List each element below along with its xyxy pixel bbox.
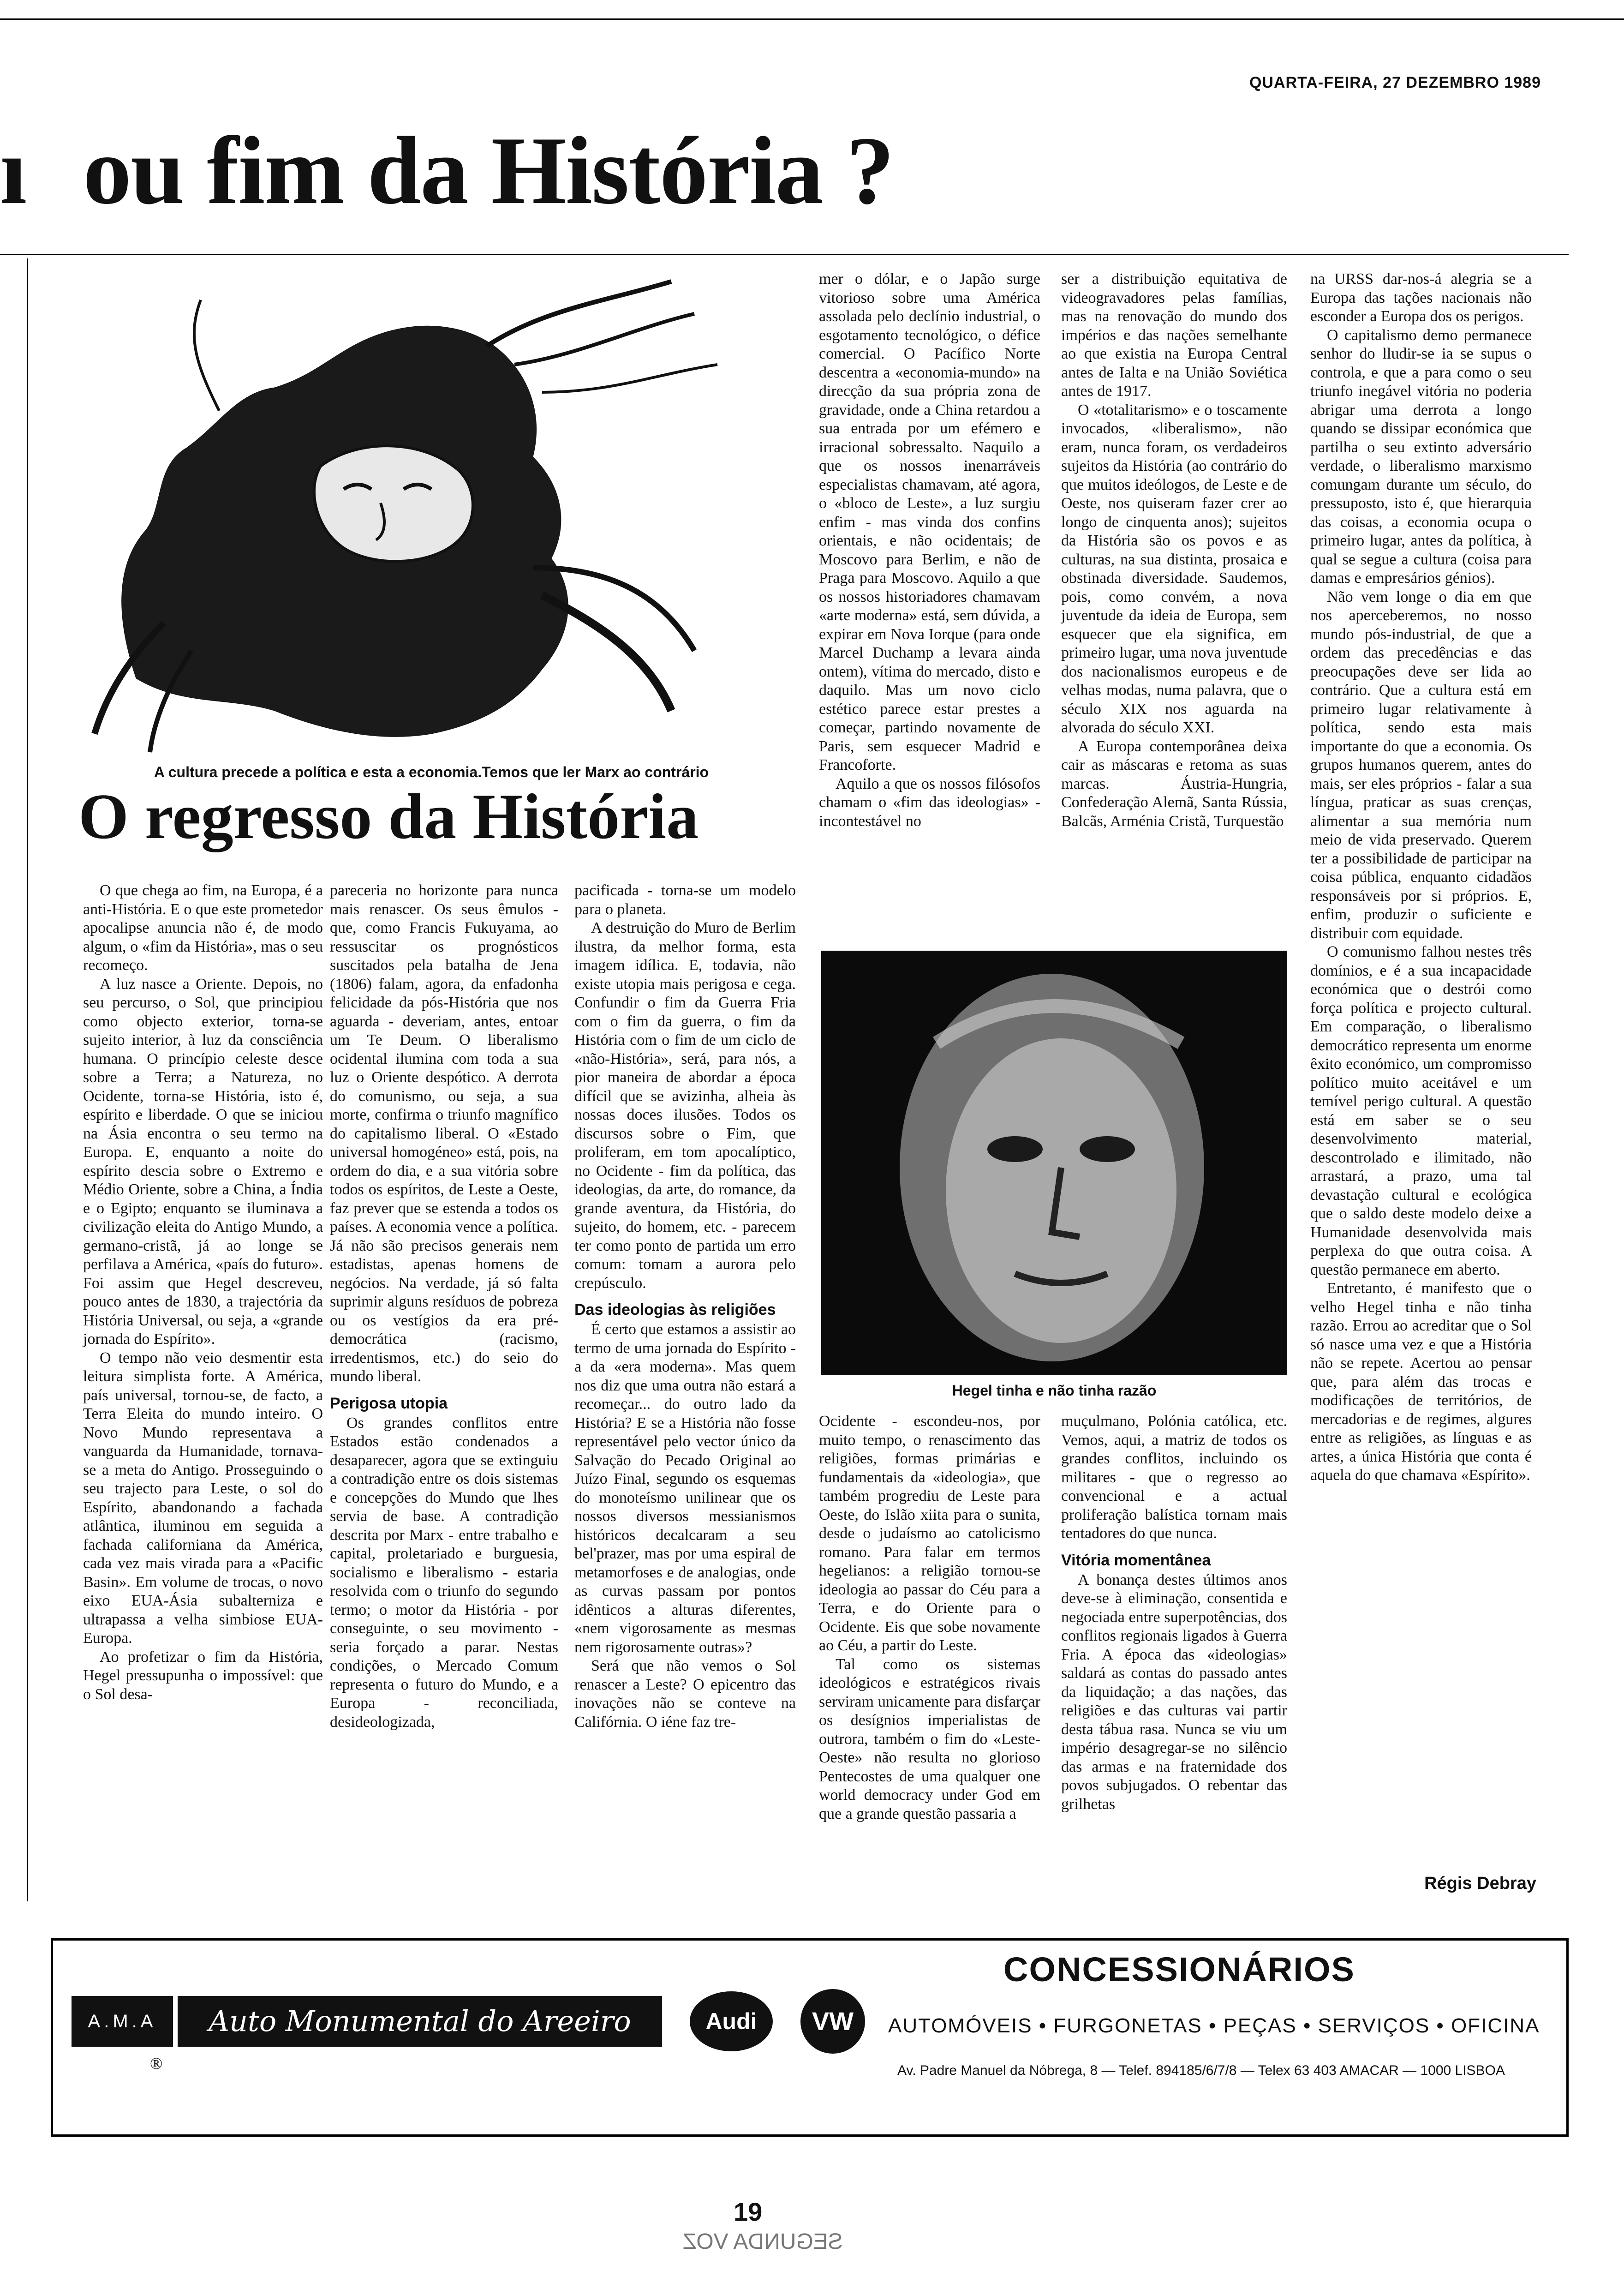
ama-logo-text: A.M.A xyxy=(88,2011,157,2031)
paragraph: A luz nasce a Oriente. Depois, no seu percurso, o Sol, que principiou como objecto exterior, torna-se sujeito interior, à luz da consciência humana. O princípio celeste desce sobre a Terra; a Natureza, no Ocidente, torna-se História, isto é, espírito e liberdade. O que se iniciou na Ásia encontra o seu termo na Europa. E, enquanto a noite do espírito descia sobre o Extremo e Médio Oriente, sobre a China, a Índia e o Egipto; enquanto se iluminava a civilização eleita do Antigo Mundo, a germano-cristã, já ao longe se perfilava a América, «país do futuro». Foi assim que Hegel descreveu, pouco antes de 1830, a trajectória da História Universal, ou seja, a «grande jornada do Espírito». xyxy=(83,975,323,1348)
paragraph: O «totalitarismo» e o toscamente invocados, «liberalismo», não eram, nunca foram, os verdadeiros sujeitos da História (ao contrário do que muitos ideólogos, de Leste e de Oeste, nos quiseram fazer crer ao longo de cinquenta anos); sujeitos da História são os povos e as culturas, na sua distinta, prosaica e obstinada diversidade. Saudemos, pois, como convém, a nova juventude da ideia de Europa, sem esquecer que ela significa, em primeiro lugar, uma nova juventude dos nacionalismos europeus e de velhas modas, numa palavra, que o século XIX nos aguarda na alvorada do século XXI. xyxy=(1061,401,1287,736)
dealer-name-banner xyxy=(178,1996,662,2047)
marx-illustration xyxy=(81,272,782,761)
ad-address: Av. Padre Manuel da Nóbrega, 8 — Telef. 894185/6/7/8 — Telex 63 403 AMACAR — 1000 LISBOA xyxy=(897,2063,1505,2078)
article-column-2 xyxy=(330,881,558,1732)
subheadline: O regresso da História xyxy=(78,781,699,852)
paragraph: Tal como os sistemas ideológicos e estratégicos rivais serviram unicamente para disfarçar os desígnios imperialistas de outrora, também o fim do «Leste-Oeste» não resulta no glorioso Pentecostes de uma qualquer one world democracy under God em que a grande questão passaria a xyxy=(819,1655,1040,1822)
audi-logo-text: Audi xyxy=(705,2008,757,2034)
issue-date: QUARTA-FEIRA, 27 DEZEMBRO 1989 xyxy=(1249,74,1541,91)
paragraph: pareceria no horizonte para nunca mais renascer. Os seus êmulos - que, como Francis Fukuyama, ao ressuscitar os prognósticos suscitados pela batalha de Jena (1806) falam, agora, da enfadonha felicidade da pós-História que nos aguarda - deveriam, antes, entoar um Te Deum. O liberalismo ocidental ilumina com toda a sua luz o Oriente despótico. A derrota do comunismo, ou seja, a sua morte, confirma o triunfo magnífico do capitalismo liberal. O «Estado universal homogéneo» está, pois, na ordem do dia, e a sua vitória sobre todos os espíritos, de Leste a Oeste, faz prever que se estenda a todos os países. A economia vence a política. Já não são precisos generais nem estadistas, apenas homens de negócios. Na verdade, já só falta suprimir alguns resíduos de pobreza ou os vestígios da era pré-democrática (racismo, irredentismos, etc.) do seio do mundo liberal. xyxy=(330,882,558,1385)
article-column-6 xyxy=(1310,270,1532,1485)
paragraph: Ao profetizar o fim da História, Hegel pressupunha o impossível: que o Sol desa- xyxy=(83,1648,323,1703)
article-column-3 xyxy=(574,881,796,1732)
paragraph: muçulmano, Polónia católica, etc. Vemos, aqui, a matriz de todos os grandes conflitos, incluindo os militares - que o regresso ao convencional e a actual proliferação balística tornam mais tentadores do que nunca. xyxy=(1061,1413,1287,1542)
section-heading: Perigosa utopia xyxy=(330,1394,448,1412)
photo-caption: Hegel tinha e não tinha razão xyxy=(952,1382,1157,1399)
paragraph: A Europa contemporânea deixa cair as máscaras e retoma as suas marcas. Áustria-Hungria, Confederação Alemã, Santa Rússia, Balcãs, Arménia Cristã, Turquestão xyxy=(1061,737,1287,830)
vw-logo xyxy=(800,1989,865,2054)
headline: ou fim da História ? xyxy=(83,117,894,224)
mirrored-show-through: SEGUNDA VOZ xyxy=(683,2229,843,2254)
paragraph: Os grandes conflitos entre Estados estão condenados a desaparecer, agora que se extinguiu a contradição entre os dois sistemas e concepções do Mundo que lhes servia de base. A contradição descrita por Marx - entre trabalho e capital, proletariado e burguesia, socialismo e liberalismo - estaria resolvida com o triunfo do segundo termo; o motor da História - por conseguinte, o seu movimento - seria forçado a parar. Nestas condições, o Mercado Comum representa o futuro do Mundo, e a Europa - reconciliada, desideologizada, xyxy=(330,1414,558,1731)
hegel-portrait xyxy=(821,951,1287,1375)
author-byline: Régis Debray xyxy=(1424,1874,1536,1893)
paragraph: ser a distribuição equitativa de videogravadores pelas famílias, mas na renovação do mundo dos impérios e das nações semelhante ao que existia na Europa Central antes de Ialta e na União Soviética antes de 1917. xyxy=(1061,270,1287,400)
paragraph: Não vem longe o dia em que nos aperceberemos, no nosso mundo pós-industrial, de que a ordem das precedências e das preocupações deve ser lida ao contrário. Que a cultura está em primeiro lugar relativamente à política, sendo esta mais importante do que a economia. Os grupos humanos querem, antes do mais, ser eles próprios - falar a sua língua, praticar as suas crenças, alimentar a sua memória num meio de vida preservado. Querem ter a possibilidade de participar na coisa pública, enquanto cidadãos responsáveis por si próprios. E, enfim, produzir o suficiente e distribuir com equidade. xyxy=(1310,588,1532,942)
article-column-4 xyxy=(819,270,1040,831)
left-margin-rule xyxy=(27,258,28,1901)
paragraph: O que chega ao fim, na Europa, é a anti-História. E o que este prometedor apocalipse anuncia não é, de modo algum, o «fim da História», mas o seu recomeço. xyxy=(83,882,323,974)
top-rule xyxy=(0,18,1624,20)
paragraph: Ocidente - escondeu-nos, por muito tempo, o renascimento das religiões, formas primárias e fundamentais da «ideologia», que também progrediu de Leste para Oeste, do Islão xiita para o sunita, desde o judaísmo ao catolicismo romano. Para falar em termos hegelianos: a religião tornou-se ideologia ao passar do Céu para a Terra, e do Oriente para o Ocidente. Eis que sobe novamente ao Céu, a partir do Leste. xyxy=(819,1413,1040,1654)
paragraph: O capitalismo demo permanece senhor do lludir-se ia se supus o controla, e que a para como o seu triunfo inegável vitória no poderia abrigar uma derrota a longo quando se dissipar económica que partilha o seu extinto adversário verdade, o liberalismo marxismo comungam durante um século, do pressuposto, isto é, que hierarquia das coisas, a economia ocupa o primeiro lugar, antes da política, à qual se segue a cultura (coisa para damas e empresários génios). xyxy=(1310,326,1532,587)
paragraph: pacificada - torna-se um modelo para o planeta. xyxy=(574,882,796,918)
paragraph: A destruição do Muro de Berlim ilustra, da melhor forma, esta imagem idílica. E, todavia, não existe utopia mais perigosa e cega. Confundir o fim da Guerra Fria com o fim da guerra, o fim da História com o fim de um ciclo de «não-História», será, para nós, a pior maneira de abordar a época difícil que se avizinha, alheia às nossas doces ilusões. Todos os discursos sobre o Fim, que proliferam, em tom apocalíptico, no Ocidente - fim da política, das ideologias, da arte, do romance, da grande aventura, da História, do sujeito, do homem, etc. - parecem ter como ponto de partida um erro comum: tomam a aurora pelo crepúsculo. xyxy=(574,919,796,1292)
paragraph: É certo que estamos a assistir ao termo de uma jornada do Espírito - a da «era moderna». Mas quem nos diz que uma outra não estará a recomeçar... do outro lado da História? E se a História não fosse representável pelo vector único da Salvação do Pecado Original ao Juízo Final, segundo os esquemas do monoteísmo unilinear que os nossos diversos messianismos históricos decalcaram a seu bel'prazer, mas por uma espiral de metamorfoses e de analogias, onde as curvas passam por pontos idênticos a alturas diferentes, «nem vigorosamente as mesmas nem rigorosamente outras»? xyxy=(574,1321,796,1656)
registered-mark: ® xyxy=(150,2054,163,2073)
headline-rule xyxy=(0,254,1569,255)
section-heading: Vitória momentânea xyxy=(1061,1551,1211,1569)
paragraph: na URSS dar-nos-á alegria se a Europa das tações nacionais não esconder a Europa dos os perigos. xyxy=(1310,270,1532,325)
paragraph: O tempo não veio desmentir esta leitura simplista forte. A América, país universal, tornou-se, de facto, a Terra Eleita do mundo inteiro. O Novo Mundo representava a vanguarda da Humanidade, tornava-se a meta do Antigo. Prosseguindo o seu trajecto para Leste, o sol do Espírito, abandonando a fachada atlântica, iluminou em seguida a fachada californiana da América, cada vez mais virada para a «Pacific Basin». Em volume de trocas, o novo eixo EUA-Ásia subalterniza e ultrapassa a velha simbiose EUA-Europa. xyxy=(83,1349,323,1647)
ama-logo xyxy=(72,1996,173,2047)
section-heading: Das ideologias às religiões xyxy=(574,1301,776,1318)
paragraph: O comunismo falhou nestes três domínios, e é a sua incapacidade económica que o destrói como força política e projecto cultural. Em comparação, o liberalismo democrático representa um enorme êxito económico, um compromisso político muito aceitável e um temível perigo cultural. A questão está em saber se o seu desenvolvimento material, descontrolado e ilimitado, não arrastará, a prazo, uma tal devastação cultural e ecológica que o saldo deste modelo deixe a Humanidade desenvolvida mais perplexa do que outra coisa. A questão permanece em aberto. xyxy=(1310,943,1532,1278)
article-column-1 xyxy=(83,881,323,1704)
illustration-caption: A cultura precede a política e esta a economia.Temos que ler Marx ao contrário xyxy=(154,764,709,780)
ad-services: AUTOMÓVEIS • FURGONETAS • PEÇAS • SERVIÇOS • OFICINA xyxy=(888,2014,1540,2037)
dealer-name: Auto Monumental do Areeiro xyxy=(209,2004,631,2038)
paragraph: Entretanto, é manifesto que o velho Hegel tinha e não tinha razão. Errou ao acreditar que o Sol só nasce uma vez e que a História não se repete. Acertou ao pensar que, para além das trocas e modificações de territórios, de mercadorias e de regimes, algures entre as religiões, as línguas e as artes, a única História que conta é aquela do que chamava «Espírito». xyxy=(1310,1280,1532,1484)
article-column-5-continued xyxy=(1061,1412,1287,1814)
article-column-4-continued xyxy=(819,1412,1040,1823)
vw-logo-text: VW xyxy=(812,2007,854,2036)
paragraph: Aquilo a que os nossos filósofos chamam o «fim das ideologias» - incontestável no xyxy=(819,775,1040,830)
marx-caricature-drawing xyxy=(81,272,782,761)
paragraph: mer o dólar, e o Japão surge vitorioso sobre uma América assolada pelo declínio industrial, o esgotamento tecnológico, o défice comercial. O Pacífico Norte descentra a «economia-mundo» na direcção da sua própria zona de gravidade, onde a China retardou a sua entrada por um efémero e irracional sobressalto. Naquilo a que os nossos inenarráveis especialistas chamavam, até agora, o «bloco de Leste», a luz surgiu enfim - mas vinda dos confins orientais, e não ocidentais; de Moscovo para Berlim, e não de Praga para Moscovo. Aquilo a que os nossos historiadores chamavam «arte moderna» está, sem dúvida, a expirar em Nova Iorque (para onde Marcel Duchamp a levara ainda ontem), vítima do mercado, disto e daquilo. Mas um novo ciclo estético parece estar prestes a começar, partindo novamente de Paris, sem esquecer Madrid e Francoforte. xyxy=(819,270,1040,773)
paragraph: A bonança destes últimos anos deve-se à eliminação, consentida e negociada entre superpotências, dos conflitos regionais ligados à Guerra Fria. A época das «ideologias» saldará as contas do passado antes da liquidação; a das nações, das religiões e das culturas vai partir desta tábua rasa. Nunca se viu um império desagregar-se no silêncio das armas e na fraternidade dos povos subjugados. O rebentar das grilhetas xyxy=(1061,1571,1287,1813)
page-number: 19 xyxy=(734,2197,763,2226)
hegel-photo xyxy=(821,951,1287,1375)
article-column-5 xyxy=(1061,270,1287,831)
headline-prefix: ı xyxy=(0,117,27,224)
paragraph: Será que não vemos o Sol renascer a Leste? O epicentro das inovações não se conteve na Califórnia. O iéne faz tre- xyxy=(574,1657,796,1731)
audi-logo xyxy=(690,1991,773,2051)
advertisement xyxy=(51,1938,1569,2137)
ad-title: CONCESSIONÁRIOS xyxy=(1003,1950,1355,1989)
